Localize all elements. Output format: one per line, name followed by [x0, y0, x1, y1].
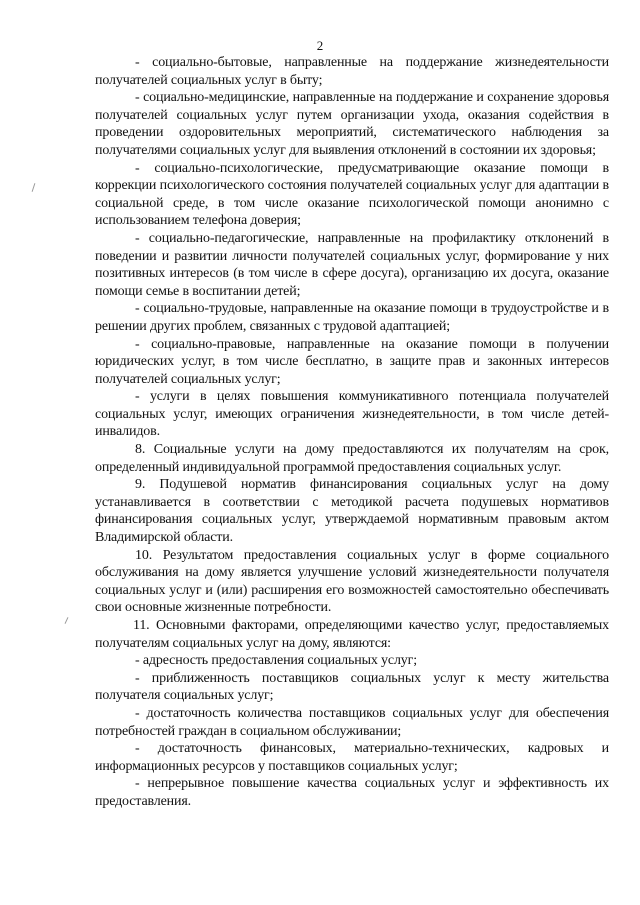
paragraph-item-11: 11. Основными факторами, определяющими качество услуг, предоставляемых получателям социальных услуг на дому, являются:	[95, 618, 609, 651]
document-body	[95, 54, 609, 811]
scan-artifact-mark	[32, 183, 36, 192]
paragraph-social-household: - социально-бытовые, направленные на поддержание жизнедеятельности получателей социальных услуг в быту;	[95, 55, 609, 88]
paragraph-factor-resources: - достаточность финансовых, материально-технических, кадровых и информационных ресурсов у поставщиков социальных услуг;	[95, 741, 609, 774]
paragraph-factor-provider-count: - достаточность количества поставщиков социальных услуг для обеспечения потребностей граждан в социальном обслуживании;	[95, 705, 609, 739]
paragraph-item-10: 10. Результатом предоставления социальных услуг в форме социального обслуживания на дому является улучшение условий жизнедеятельности получателя социальных услуг и (или) расширения его возможностей самостоятельно обеспечивать свои основные жизненные потребности.	[95, 547, 609, 616]
paragraph-social-legal: - социально-правовые, направленные на оказание помощи в получении юридических услуг, в том числе бесплатно, в защите прав и законных интересов получателей социальных услуг;	[95, 336, 609, 387]
paragraph-social-medical: - социально-медицинские, направленные на поддержание и сохранение здоровья получателей социальных услуг путем организации ухода, оказания содействия в проведении оздоровительных мероприятий, систематического наблюдения за получателями социальных услуг для выявления отклонений в состоянии их здоровья;	[95, 90, 609, 158]
paragraph-social-pedagogical: - социально-педагогические, направленные на профилактику отклонений в поведении и развитии личности получателей социальных услуг, формирование у них позитивных интересов (в том числе в сфере досуга), организацию их досуга, оказание помощи семье в воспитании детей;	[95, 230, 609, 299]
paragraph-item-9: 9. Подушевой норматив финансирования социальных услуг на дому устанавливается в соответствии с методикой расчета подушевых нормативов финансирования социальных услуг, утверждаемой нормативным правовым актом Владимирской области.	[95, 477, 609, 546]
paragraph-item-8: 8. Социальные услуги на дому предоставляются их получателям на срок, определенный индивидуальной программой предоставления социальных услуг.	[95, 442, 609, 475]
paragraph-communication-services: - услуги в целях повышения коммуникативного потенциала получателей социальных услуг, имеющих ограничения жизнедеятельности, в том числе детей-инвалидов.	[95, 389, 609, 440]
paragraph-factor-quality: - непрерывное повышение качества социальных услуг и эффективность их предоставления.	[95, 776, 609, 809]
paragraph-factor-proximity: - приближенность поставщиков социальных услуг к месту жительства получателя социальных услуг;	[95, 670, 609, 704]
scan-artifact-mark	[65, 617, 69, 624]
paragraph-social-psychological: - социально-психологические, предусматривающие оказание помощи в коррекции психологического состояния получателей социальных услуг для адаптации в социальной среде, в том числе оказание психологической помощи анонимно с использованием телефона доверия;	[95, 160, 609, 229]
paragraph-social-labor: - социально-трудовые, направленные на оказание помощи в трудоустройстве и в решении других проблем, связанных с трудовой адаптацией;	[95, 301, 609, 334]
paragraph-factor-targeting: - адресность предоставления социальных услуг;	[135, 653, 417, 669]
page-number: 2	[316, 38, 324, 53]
